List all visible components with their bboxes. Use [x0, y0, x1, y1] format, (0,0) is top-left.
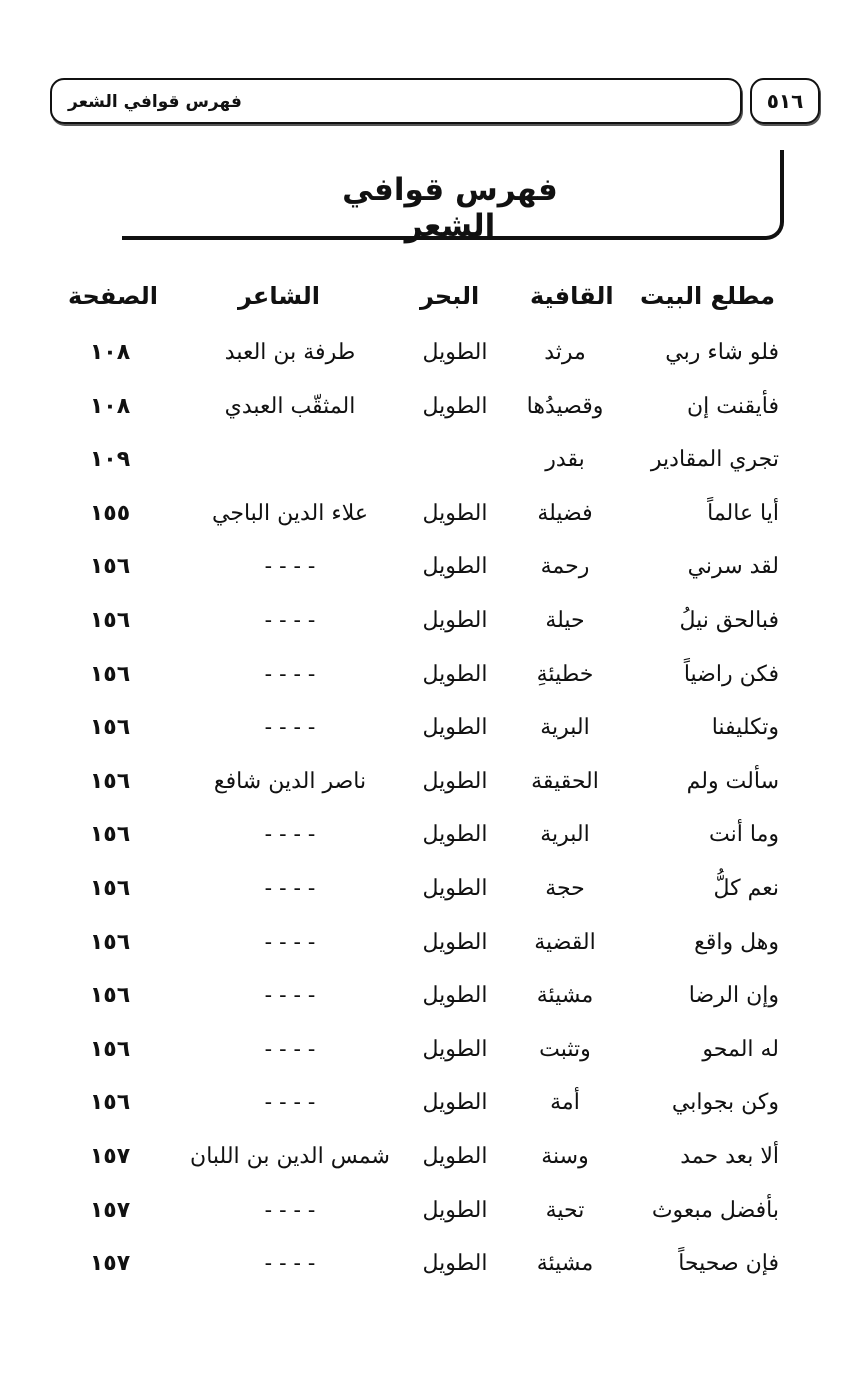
opening-cell: فكن راضياً	[683, 662, 779, 687]
page-cell: ١٥٧	[89, 1251, 131, 1276]
rhyme-cell: تحية	[545, 1198, 585, 1223]
running-header	[50, 78, 820, 128]
poet-cell: شمس الدين بن اللبان	[190, 1144, 390, 1169]
rhyme-cell: الحقيقة	[531, 769, 599, 794]
page-cell: ١٥٦	[89, 554, 131, 579]
page-cell: ١٥٧	[89, 1198, 131, 1223]
rhyme-cell: حيلة	[545, 608, 585, 633]
page-cell: ١٥٦	[89, 822, 131, 847]
opening-cell: ألا بعد حمد	[680, 1144, 779, 1169]
table-row	[0, 608, 867, 648]
meter-cell: الطويل	[422, 769, 488, 794]
poet-cell: - - - -	[264, 983, 316, 1008]
opening-cell: وهل واقع	[694, 930, 779, 955]
rhyme-cell: البرية	[540, 822, 590, 847]
rhyme-cell: القضية	[534, 930, 596, 955]
poet-cell: - - - -	[264, 554, 316, 579]
page-cell: ١٠٩	[89, 447, 131, 472]
column-header-opening: مطلع البيت	[639, 282, 775, 310]
table-row	[0, 715, 867, 755]
meter-cell: الطويل	[422, 822, 488, 847]
opening-cell: فلو شاء ربي	[665, 340, 779, 365]
poet-cell: ناصر الدين شافع	[213, 769, 367, 794]
poet-cell: - - - -	[264, 1251, 316, 1276]
table-row	[0, 1251, 867, 1291]
table-row	[0, 1090, 867, 1130]
opening-cell: نعم كلُّ	[713, 876, 779, 901]
poet-cell: - - - -	[264, 930, 316, 955]
poet-cell: - - - -	[264, 822, 316, 847]
table-row	[0, 769, 867, 809]
meter-cell: الطويل	[422, 501, 488, 526]
meter-cell: الطويل	[422, 876, 488, 901]
page-cell: ١٥٦	[89, 662, 131, 687]
meter-cell: الطويل	[422, 1090, 488, 1115]
page-cell: ١٥٦	[89, 1090, 131, 1115]
meter-cell: الطويل	[422, 930, 488, 955]
rhyme-cell: وقصيدُها	[526, 394, 604, 419]
rhyme-cell: مرثد	[544, 340, 586, 365]
poet-cell: طرفة بن العبد	[224, 340, 356, 365]
table-row	[0, 501, 867, 541]
poet-cell: - - - -	[264, 1090, 316, 1115]
opening-cell: تجري المقادير	[650, 447, 779, 472]
page-cell: ١٥٦	[89, 608, 131, 633]
meter-cell: الطويل	[422, 662, 488, 687]
table-row	[0, 340, 867, 380]
column-header-poet: الشاعر	[238, 282, 320, 310]
table-row	[0, 554, 867, 594]
poet-cell: - - - -	[264, 1198, 316, 1223]
rhyme-cell: مشيئة	[536, 1251, 594, 1276]
page-title: فهرس قوافي الشعر	[342, 172, 558, 244]
rhyme-cell: البرية	[540, 715, 590, 740]
meter-cell: الطويل	[422, 1198, 488, 1223]
page-number: ٥١٦	[766, 89, 804, 113]
page-cell: ١٥٦	[89, 876, 131, 901]
page-cell: ١٥٧	[89, 1144, 131, 1169]
running-title-box	[50, 78, 742, 124]
meter-cell: الطويل	[422, 983, 488, 1008]
opening-cell: وتكليفنا	[711, 715, 779, 740]
opening-cell: لقد سرني	[687, 554, 779, 579]
rhyme-cell: وتثبت	[539, 1037, 591, 1062]
table-row	[0, 822, 867, 862]
table-row	[0, 983, 867, 1023]
table-row	[0, 662, 867, 702]
opening-cell: سألت ولم	[686, 769, 779, 794]
rhyme-cell: خطيئةِ	[536, 662, 594, 687]
page-cell: ١٥٦	[89, 930, 131, 955]
opening-cell: وما أنت	[709, 822, 779, 847]
meter-cell: الطويل	[422, 554, 488, 579]
table-row	[0, 876, 867, 916]
table-row	[0, 447, 867, 487]
meter-cell: الطويل	[422, 608, 488, 633]
opening-cell: أيا عالماً	[707, 501, 779, 526]
column-header-page: الصفحة	[68, 282, 159, 310]
poet-cell: - - - -	[264, 608, 316, 633]
page-cell: ١٥٦	[89, 1037, 131, 1062]
running-title: فهرس قوافي الشعر	[68, 92, 242, 112]
meter-cell: الطويل	[422, 340, 488, 365]
page-cell: ١٥٦	[89, 715, 131, 740]
page-cell: ١٠٨	[89, 340, 131, 365]
poet-cell: المثقّب العبدي	[224, 394, 356, 419]
meter-cell: الطويل	[422, 1144, 488, 1169]
table-row	[0, 1198, 867, 1238]
page-number-box	[750, 78, 820, 124]
poet-cell: - - - -	[264, 876, 316, 901]
opening-cell: وكن بجوابي	[671, 1090, 779, 1115]
rhyme-cell: بقدر	[545, 447, 585, 472]
poet-cell: علاء الدين الباجي	[212, 501, 368, 526]
table-row	[0, 930, 867, 970]
opening-cell: له المحو	[702, 1037, 779, 1062]
opening-cell: فإن صحيحاً	[678, 1251, 779, 1276]
opening-cell: فبالحق نيلُ	[679, 608, 779, 633]
meter-cell: الطويل	[422, 1251, 488, 1276]
poet-cell: - - - -	[264, 715, 316, 740]
page-cell: ١٠٨	[89, 394, 131, 419]
table-row	[0, 1037, 867, 1077]
rhyme-cell: مشيئة	[536, 983, 594, 1008]
rhyme-cell: فضيلة	[537, 501, 593, 526]
meter-cell: الطويل	[422, 715, 488, 740]
opening-cell: فأيقنت إن	[687, 394, 779, 419]
meter-cell: الطويل	[422, 1037, 488, 1062]
rhyme-cell: وسنة	[541, 1144, 589, 1169]
column-header-meter: البحر	[420, 282, 480, 310]
table-row	[0, 1144, 867, 1184]
opening-cell: بأفضل مبعوث	[651, 1198, 779, 1223]
opening-cell: وإن الرضا	[688, 983, 779, 1008]
rhyme-cell: أمة	[550, 1090, 580, 1115]
meter-cell: الطويل	[422, 394, 488, 419]
rhyme-cell: رحمة	[540, 554, 590, 579]
page-cell: ١٥٥	[89, 501, 131, 526]
poet-cell: - - - -	[264, 662, 316, 687]
page-cell: ١٥٦	[89, 769, 131, 794]
page-cell: ١٥٦	[89, 983, 131, 1008]
poet-cell: - - - -	[264, 1037, 316, 1062]
table-row	[0, 394, 867, 434]
column-header-rhyme: القافية	[530, 282, 614, 310]
rhyme-cell: حجة	[545, 876, 585, 901]
